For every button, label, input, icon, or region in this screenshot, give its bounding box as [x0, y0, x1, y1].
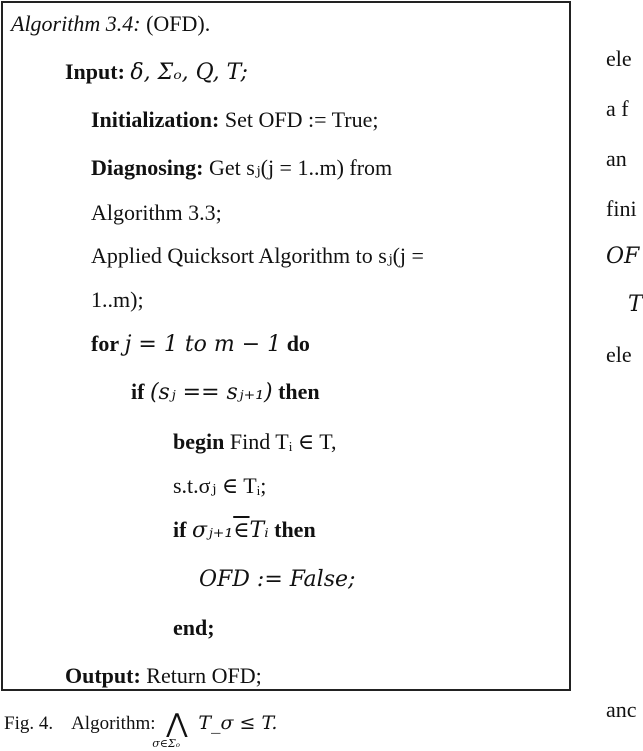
then-keyword-2: then — [274, 517, 316, 542]
figure-caption — [4, 709, 278, 750]
algorithm-name: Algorithm 3.4: — [11, 11, 141, 36]
if-condition-1: (sⱼ == sⱼ₊₁) — [149, 380, 273, 405]
algorithm-tag: (OFD). — [146, 11, 211, 36]
begin-line — [173, 429, 337, 455]
assign-false-text: OFD := False; — [199, 567, 356, 592]
sigma-next: σⱼ₊₁ — [191, 518, 234, 543]
output-keyword: Output: — [65, 663, 141, 688]
right-column-fragment-3: an — [606, 146, 627, 171]
algorithm-box — [1, 1, 571, 691]
diagnosing-keyword: Diagnosing: — [91, 155, 204, 180]
diagnosing-text: Get sⱼ(j = 1..m) from — [208, 155, 393, 180]
figure-label: Fig. 4. — [4, 713, 54, 734]
caption-formula: T_σ ≤ T. — [198, 712, 278, 734]
begin-text: Find Tᵢ ∈ T, — [229, 429, 337, 454]
caption-text: Algorithm: — [71, 713, 156, 734]
do-keyword: do — [286, 331, 310, 356]
output-line — [65, 663, 262, 689]
right-column-fragment-2: a f — [606, 96, 629, 121]
right-column-fragment-8: anc — [606, 697, 637, 722]
input-values: δ, Σₒ, Q, T; — [130, 60, 248, 85]
if-keyword-2: if — [173, 517, 187, 542]
end-line — [173, 615, 215, 641]
initialization-keyword: Initialization: — [91, 107, 220, 132]
such-that-line: s.t.σⱼ ∈ Tᵢ; — [173, 473, 267, 498]
diagnosing-line — [91, 155, 392, 181]
if-line-1 — [131, 379, 320, 406]
assign-false-line — [199, 566, 355, 593]
for-line — [91, 331, 310, 358]
initialization-text: Set OFD := True; — [224, 107, 379, 132]
end-keyword: end; — [173, 615, 215, 640]
diagnosing-line-2: Algorithm 3.3; — [91, 200, 222, 225]
then-keyword-1: then — [278, 379, 320, 404]
right-column-fragment-6: T — [628, 292, 643, 317]
not-in-symbol: ∈ — [233, 518, 250, 543]
algorithm-header — [11, 11, 210, 37]
right-column-fragment-5: OF — [606, 244, 640, 269]
for-range: j = 1 to m − 1 — [124, 332, 282, 357]
output-text: Return OFD; — [146, 663, 262, 688]
if-line-2 — [173, 517, 316, 544]
quicksort-line: Applied Quicksort Algorithm to sⱼ(j = — [91, 243, 424, 268]
big-wedge-symbol — [152, 709, 188, 750]
input-line — [65, 59, 248, 86]
wedge-glyph: ⋀ — [166, 709, 188, 738]
t-i: Tᵢ — [249, 518, 269, 543]
input-keyword: Input: — [65, 59, 125, 84]
wedge-subscript: σ∈Σₒ — [152, 737, 180, 750]
if-keyword-1: if — [131, 379, 145, 404]
for-keyword: for — [91, 331, 120, 356]
right-column-fragment-7: ele — [606, 342, 632, 367]
right-column-fragment-4: fini — [606, 196, 637, 221]
quicksort-line-2: 1..m); — [91, 287, 144, 312]
right-column-fragment-1: ele — [606, 46, 632, 71]
initialization-line — [91, 107, 378, 133]
begin-keyword: begin — [173, 429, 225, 454]
